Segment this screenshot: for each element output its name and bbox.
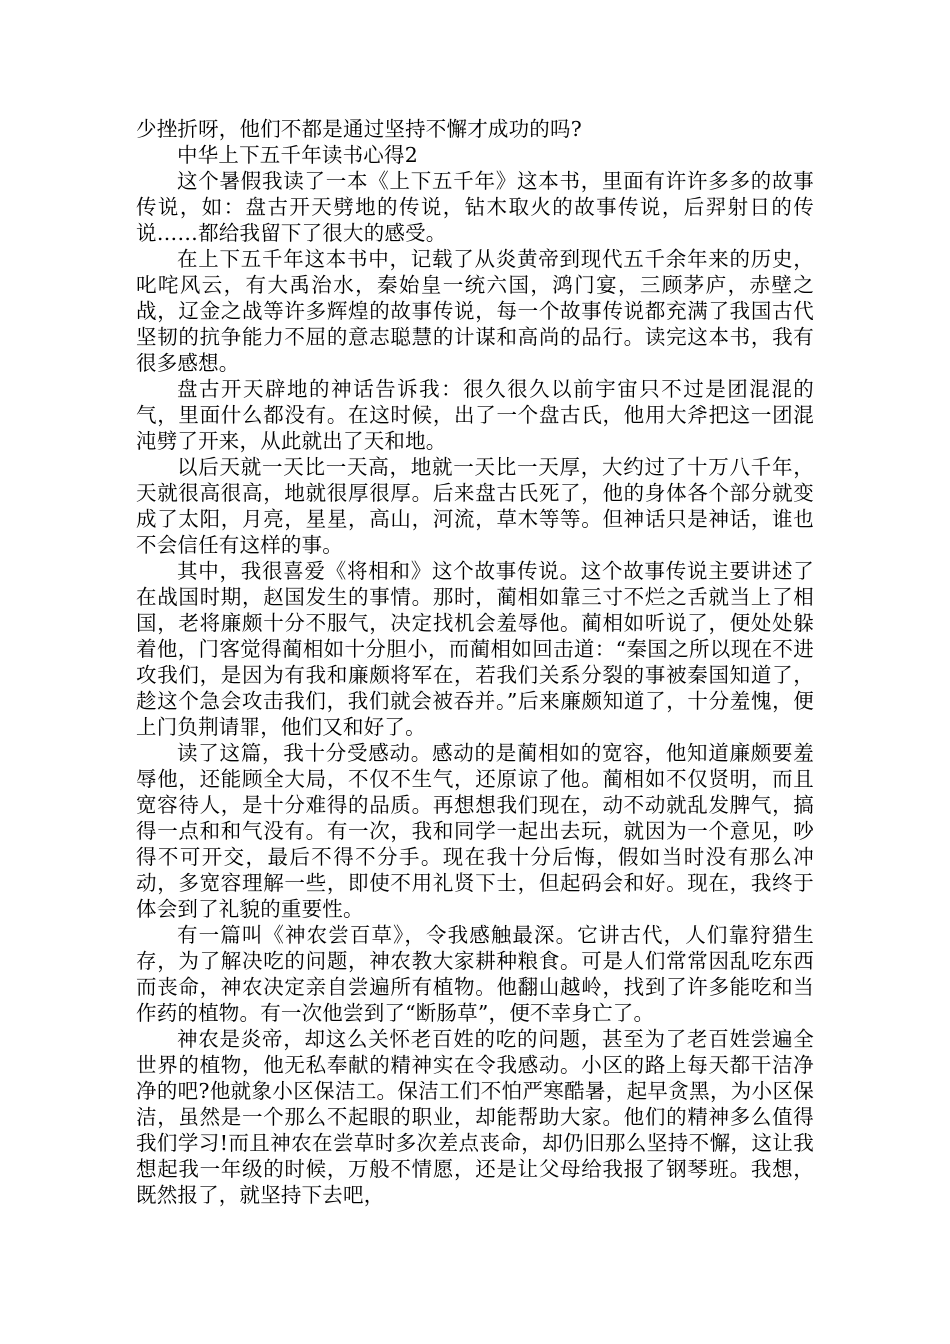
paragraph: 这个暑假我读了一本《上下五千年》这本书，里面有许许多多的故事传说，如：盘古开天劈地的传说，钻木取火的故事传说，后羿射日的传说……都给我留下了很大的感受。 bbox=[136, 169, 814, 245]
document-body bbox=[136, 116, 814, 1208]
paragraph: 神农是炎帝，却这么关怀老百姓的吃的问题，甚至为了老百姓尝遍全世界的植物，他无私奉献的精神实在令我感动。小区的路上每天都干洁净净的吧?他就象小区保洁工。保洁工们不怕严寒酷暑，起早贪黑，为小区保洁，虽然是一个那么不起眼的职业，却能帮助大家。他们的精神多么值得我们学习!而且神农在尝草时多次差点丧命，却仍旧那么坚持不懈，这让我想起我一年级的时候，万般不情愿，还是让父母给我报了钢琴班。我想，既然报了，就坚持下去吧， bbox=[136, 1027, 814, 1207]
paragraph: 在上下五千年这本书中，记载了从炎黄帝到现代五千余年来的历史，叱咤风云，有大禹治水，秦始皇一统六国，鸿门宴，三顾茅庐，赤壁之战，辽金之战等许多辉煌的故事传说，每一个故事传说都充满了我国古代坚韧的抗争能力不屈的意志聪慧的计谋和高尚的品行。读完这本书，我有很多感想。 bbox=[136, 247, 814, 375]
paragraph-continued: 少挫折呀，他们不都是通过坚持不懈才成功的吗? bbox=[136, 117, 582, 141]
paragraph: 盘古开天辟地的神话告诉我：很久很久以前宇宙只不过是团混混的气，里面什么都没有。在这时候，出了一个盘古氏，他用大斧把这一团混沌劈了开来，从此就出了天和地。 bbox=[136, 377, 814, 453]
paragraph: 有一篇叫《神农尝百草》，令我感触最深。它讲古代，人们靠狩猎生存，为了解决吃的问题，神农教大家耕种粮食。可是人们常常因乱吃东西而丧命，神农决定亲自尝遍所有植物。他翻山越岭，找到了许多能吃和当作药的植物。有一次他尝到了“断肠草”，便不幸身亡了。 bbox=[136, 923, 814, 1025]
paragraph: 以后天就一天比一天高，地就一天比一天厚，大约过了十万八千年，天就很高很高，地就很厚很厚。后来盘古氏死了，他的身体各个部分就变成了太阳，月亮，星星，高山，河流，草木等等。但神话只是神话，谁也不会信任有这样的事。 bbox=[136, 455, 814, 557]
section-heading: 中华上下五千年读书心得2 bbox=[177, 143, 418, 167]
paragraph: 读了这篇，我十分受感动。感动的是蔺相如的宽容，他知道廉颇要羞辱他，还能顾全大局，不仅不生气，还原谅了他。蔺相如不仅贤明，而且宽容待人，是十分难得的品质。再想想我们现在，动不动就乱发脾气，搞得一点和和气没有。有一次，我和同学一起出去玩，就因为一个意见，吵得不可开交，最后不得不分手。现在我十分后悔，假如当时没有那么冲动，多宽容理解一些，即使不用礼贤下士，但起码会和好。现在，我终于体会到了礼貌的重要性。 bbox=[136, 741, 814, 921]
paragraph: 其中，我很喜爱《将相和》这个故事传说。这个故事传说主要讲述了在战国时期，赵国发生的事情。那时，蔺相如靠三寸不烂之舌就当上了相国，老将廉颇十分不服气，决定找机会羞辱他。蔺相如听说了，便处处躲着他，门客觉得蔺相如十分胆小，而蔺相如回击道：“秦国之所以现在不进攻我们，是因为有我和廉颇将军在，若我们关系分裂的事被秦国知道了，趁这个急会攻击我们，我们就会被吞并。”后来廉颇知道了，十分羞愧，便上门负荆请罪，他们又和好了。 bbox=[136, 559, 814, 739]
